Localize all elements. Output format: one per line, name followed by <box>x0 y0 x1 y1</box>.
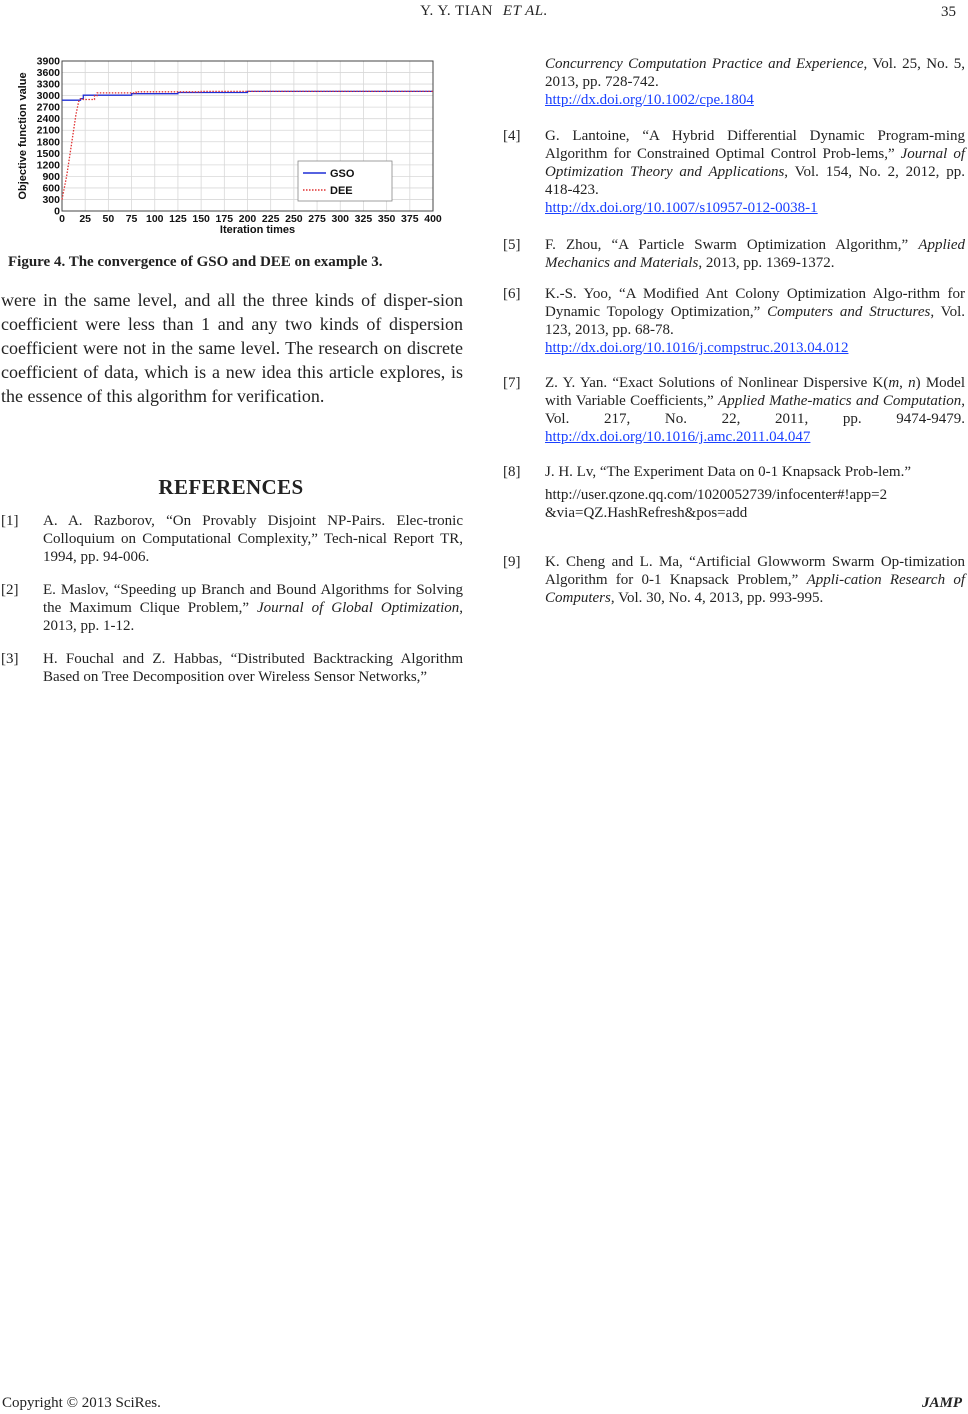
y-tick-label: 2400 <box>36 113 60 126</box>
convergence-chart <box>0 42 470 242</box>
reference-number: [9] <box>503 554 521 570</box>
reference-text <box>545 236 965 272</box>
header-authors: Y. Y. TIAN <box>420 3 493 19</box>
x-tick-label: 75 <box>125 213 138 225</box>
reference-text <box>545 374 965 446</box>
reference-body: K. Cheng and L. Ma, “Artificial Glowworm Swarm Op-timization Algorithm for 0-1 Knapsack Problem,” <box>545 554 965 588</box>
x-tick-label: 200 <box>238 213 257 225</box>
reference-details: , Vol. 25, No. 5, 2013, pp. 728-742. <box>545 56 965 90</box>
y-tick-label: 3600 <box>36 67 60 80</box>
reference-text <box>545 127 965 217</box>
reference-body: K.-S. Yoo, “A Modified Ant Colony Optimization Algo-rithm for Dynamic Topology Optimization,” <box>545 286 965 320</box>
y-tick-label: 0 <box>54 205 60 218</box>
chart-svg <box>0 42 470 242</box>
reference-number: [7] <box>503 375 521 391</box>
reference-text <box>545 463 965 522</box>
reference-3-continued <box>503 55 965 109</box>
reference-body: Z. Y. Yan. “Exact Solutions of Nonlinear Dispersive K( <box>545 375 889 391</box>
y-tick-label: 1800 <box>36 136 60 149</box>
x-tick-label: 275 <box>308 213 326 225</box>
reference-math: m <box>888 375 900 391</box>
reference-journal: Journal of Optimization Theory and Applications <box>545 146 965 180</box>
reference-number: [6] <box>503 286 521 302</box>
reference-4 <box>503 127 965 217</box>
x-tick-label: 175 <box>215 213 234 225</box>
page-number: 35 <box>941 4 956 20</box>
reference-details: , Vol. 154, No. 2, 2012, pp. 418-423. <box>545 164 965 198</box>
reference-5 <box>503 236 965 272</box>
y-tick-label: 300 <box>42 193 60 206</box>
reference-body: G. Lantoine, “A Hybrid Differential Dynamic Program-ming Algorithm for Constrained Optimal Control Prob-lems,” <box>545 128 965 162</box>
reference-details: , 2013, pp. 1-12. <box>43 600 464 634</box>
doi-link[interactable]: http://dx.doi.org/10.1007/s10957-012-0038-1 <box>545 200 818 216</box>
reference-number: [5] <box>503 237 521 253</box>
x-tick-label: 0 <box>59 213 65 225</box>
reference-number: [4] <box>503 128 521 144</box>
reference-7 <box>503 374 965 446</box>
reference-body: H. Fouchal and Z. Habbas, “Distributed Backtracking Algorithm Based on Tree Decomposition over Wireless Sensor Networks,” <box>43 651 463 685</box>
reference-body: ) Model with Variable Coefficients,” <box>545 375 965 409</box>
running-header <box>0 3 968 20</box>
reference-math: n <box>908 375 916 391</box>
y-tick-label: 2100 <box>36 124 60 137</box>
legend-label: DEE <box>330 185 353 197</box>
reference-1 <box>1 512 463 566</box>
reference-punct: , <box>899 375 909 391</box>
reference-text <box>545 285 965 357</box>
doi-link[interactable]: http://dx.doi.org/10.1016/j.amc.2011.04.047 <box>545 429 811 445</box>
x-tick-label: 350 <box>377 213 396 225</box>
reference-number: [1] <box>1 513 19 529</box>
reference-number: [3] <box>1 651 19 667</box>
reference-journal: Computers and Structures <box>767 304 931 320</box>
reference-text <box>545 55 965 109</box>
header-etal: ET AL. <box>502 3 548 19</box>
legend-label: GSO <box>330 168 355 180</box>
body-paragraph: were in the same level, and all the three kinds of disper-sion coefficient were less than 1 and any two kinds of dispersion coefficient were not in the same level. The research on discrete coefficient of data, which is a new idea this article explores, is the essence of this algorithm for verification. <box>1 290 463 406</box>
reference-details: , Vol. 217, No. 22, 2011, pp. 9474-9479. <box>545 393 965 427</box>
reference-6 <box>503 285 965 357</box>
y-tick-label: 3900 <box>36 55 60 68</box>
x-tick-label: 225 <box>261 213 280 225</box>
reference-2 <box>1 581 463 635</box>
x-tick-label: 400 <box>424 213 442 225</box>
reference-8 <box>503 463 965 522</box>
x-tick-label: 25 <box>79 213 92 225</box>
reference-details: , Vol. 123, 2013, pp. 68-78. <box>545 304 966 338</box>
reference-journal: Journal of Global Optimization <box>256 600 460 616</box>
reference-text <box>43 650 463 686</box>
reference-details: , Vol. 30, No. 4, 2013, pp. 993-995. <box>610 590 824 606</box>
y-tick-label: 600 <box>42 182 60 195</box>
x-tick-label: 150 <box>192 213 210 225</box>
reference-text <box>545 553 965 607</box>
y-tick-label: 1500 <box>36 147 60 160</box>
reference-journal: Applied Mechanics and Materials <box>545 237 965 271</box>
reference-text: A. A. Razborov, “On Provably Disjoint NP-Pairs. Elec-tronic Colloquium on Computational Complexity,” Tech-nical Report TR, 1994, pp. 94-006. <box>43 513 463 565</box>
y-tick-label: 3000 <box>36 90 60 103</box>
x-axis-label: Iteration times <box>219 224 296 236</box>
doi-link[interactable]: http://dx.doi.org/10.1002/cpe.1804 <box>545 92 754 108</box>
references-heading: REFERENCES <box>158 475 304 499</box>
x-tick-label: 125 <box>169 213 187 225</box>
figure-caption: Figure 4. The convergence of GSO and DEE on example 3. <box>8 254 383 270</box>
reference-body: F. Zhou, “A Particle Swarm Optimization Algorithm,” <box>545 237 919 253</box>
reference-3 <box>1 650 463 686</box>
x-tick-label: 300 <box>331 213 350 225</box>
x-tick-label: 250 <box>285 213 303 225</box>
y-tick-label: 3300 <box>36 78 60 91</box>
y-tick-label: 900 <box>42 170 60 183</box>
x-tick-label: 100 <box>145 213 164 225</box>
reference-9 <box>503 553 965 607</box>
reference-body: J. H. Lv, “The Experiment Data on 0-1 Knapsack Prob-lem.” <box>545 464 911 480</box>
x-tick-label: 375 <box>401 213 419 225</box>
doi-link[interactable]: http://dx.doi.org/10.1016/j.compstruc.2013.04.012 <box>545 340 849 356</box>
reference-journal: Concurrency Computation Practice and Experience <box>545 56 864 72</box>
y-tick-label: 2700 <box>36 101 60 114</box>
y-tick-label: 1200 <box>36 159 60 172</box>
footer-journal: JAMP <box>921 1395 962 1411</box>
x-tick-label: 50 <box>102 213 115 225</box>
reference-journal: Appli-cation Research of Computers <box>545 572 965 606</box>
x-tick-label: 325 <box>354 213 373 225</box>
reference-text <box>43 581 463 635</box>
left-column-body <box>1 288 463 408</box>
reference-journal: Applied Mathe-matics and Computation <box>718 393 962 409</box>
reference-number: [8] <box>503 464 521 480</box>
reference-details: , 2013, pp. 1369-1372. <box>698 255 835 271</box>
footer-copyright: Copyright © 2013 SciRes. <box>2 1395 161 1411</box>
y-axis-label: Objective function value <box>17 72 29 200</box>
reference-body: E. Maslov, “Speeding up Branch and Bound Algorithms for Solving the Maximum Clique Problem,” <box>43 582 463 616</box>
reference-url: http://user.qzone.qq.com/1020052739/infocenter#!app=2 &via=QZ.HashRefresh&pos=add <box>545 487 888 521</box>
reference-number: [2] <box>1 582 19 598</box>
